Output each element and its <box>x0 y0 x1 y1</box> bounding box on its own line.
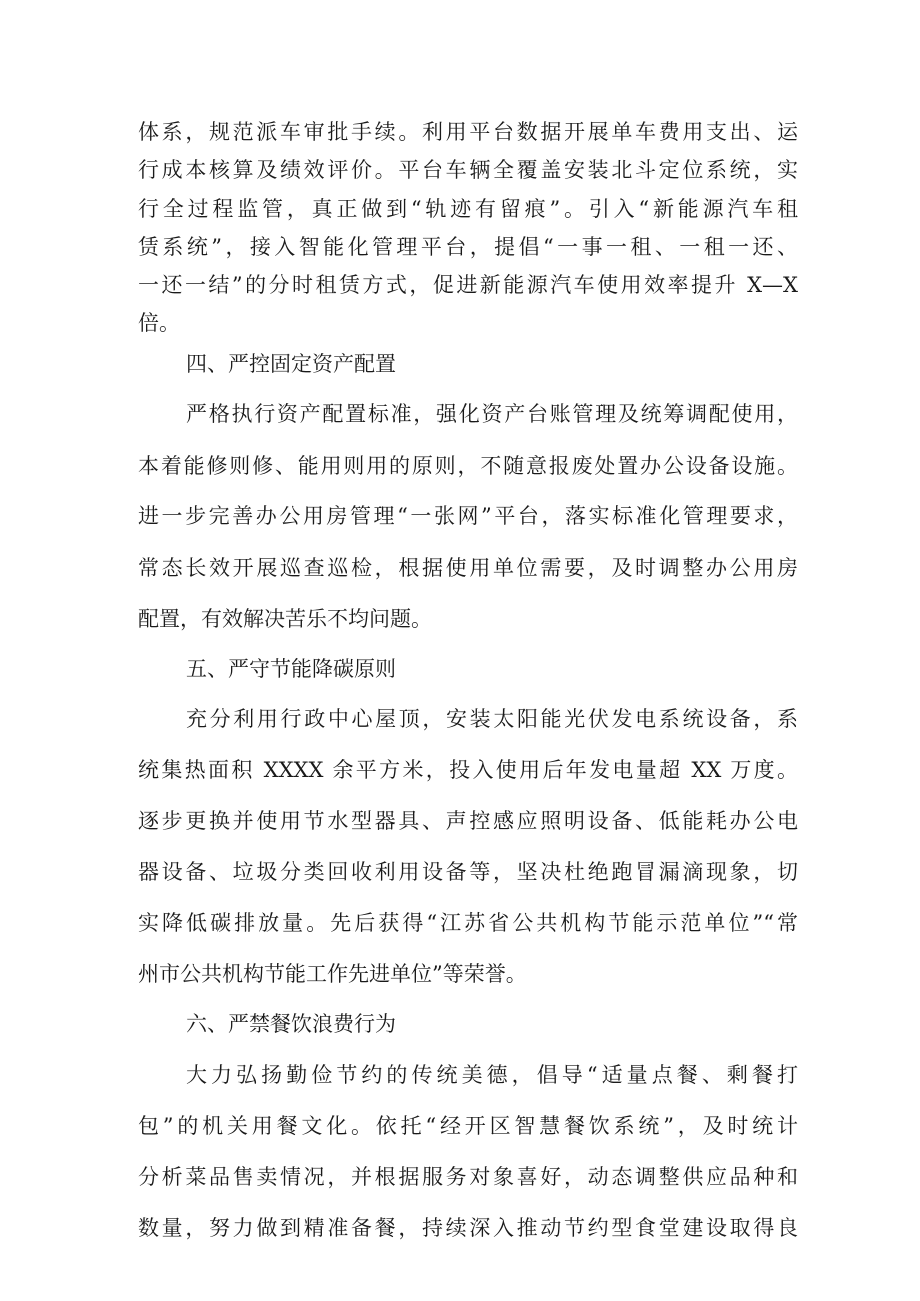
paragraph-line: 本着能修则修、能用则用的原则，不随意报废处置办公设备设施。 <box>138 454 798 478</box>
paragraph-line: 常态长效开展巡查巡检，根据使用单位需要，及时调整办公用房 <box>138 556 798 580</box>
paragraph-line: 充分利用行政中心屋顶，安装太阳能光伏发电系统设备，系 <box>186 707 798 731</box>
paragraph-line: 配置，有效解决苦乐不均问题。 <box>138 607 432 631</box>
paragraph-line: 统集热面积 XXXX 余平方米，投入使用后年发电量超 XX 万度。 <box>138 758 798 782</box>
paragraph-line: 包”的机关用餐文化。依托“经开区智慧餐饮系统”，及时统计 <box>138 1114 798 1138</box>
paragraph-line: 体系，规范派车审批手续。利用平台数据开展单车费用支出、运 <box>138 120 798 144</box>
section-heading: 六、严禁餐饮浪费行为 <box>186 1012 396 1036</box>
section-heading: 五、严守节能降碳原则 <box>186 657 396 681</box>
paragraph-line: 实降低碳排放量。先后获得“江苏省公共机构节能示范单位”“常 <box>138 911 798 935</box>
paragraph-line: 大力弘扬勤俭节约的传统美德，倡导“适量点餐、剩餐打 <box>186 1063 798 1087</box>
paragraph-line: 进一步完善办公用房管理“一张网”平台，落实标准化管理要求， <box>138 504 798 528</box>
paragraph-line: 倍。 <box>138 311 180 335</box>
paragraph-line: 州市公共机构节能工作先进单位”等荣誉。 <box>138 962 527 986</box>
section-heading: 四、严控固定资产配置 <box>186 352 396 376</box>
paragraph-line: 赁系统”，接入智能化管理平台，提倡“一事一租、一租一还、 <box>138 235 798 259</box>
paragraph-line: 分析菜品售卖情况，并根据服务对象喜好，动态调整供应品种和 <box>138 1165 798 1189</box>
paragraph-line: 行成本核算及绩效评价。平台车辆全覆盖安装北斗定位系统，实 <box>138 158 798 182</box>
paragraph-line: 行全过程监管，真正做到“轨迹有留痕”。引入“新能源汽车租 <box>138 197 798 221</box>
paragraph-line: 器设备、垃圾分类回收利用设备等，坚决杜绝跑冒漏滴现象，切 <box>138 860 798 884</box>
paragraph-line: 逐步更换并使用节水型器具、声控感应照明设备、低能耗办公电 <box>138 809 798 833</box>
paragraph-line: 严格执行资产配置标准，强化资产台账管理及统筹调配使用， <box>186 402 798 426</box>
paragraph-line: 数量，努力做到精准备餐，持续深入推动节约型食堂建设取得良 <box>138 1216 798 1240</box>
paragraph-line: 一还一结”的分时租赁方式，促进新能源汽车使用效率提升 X—X <box>138 273 798 297</box>
